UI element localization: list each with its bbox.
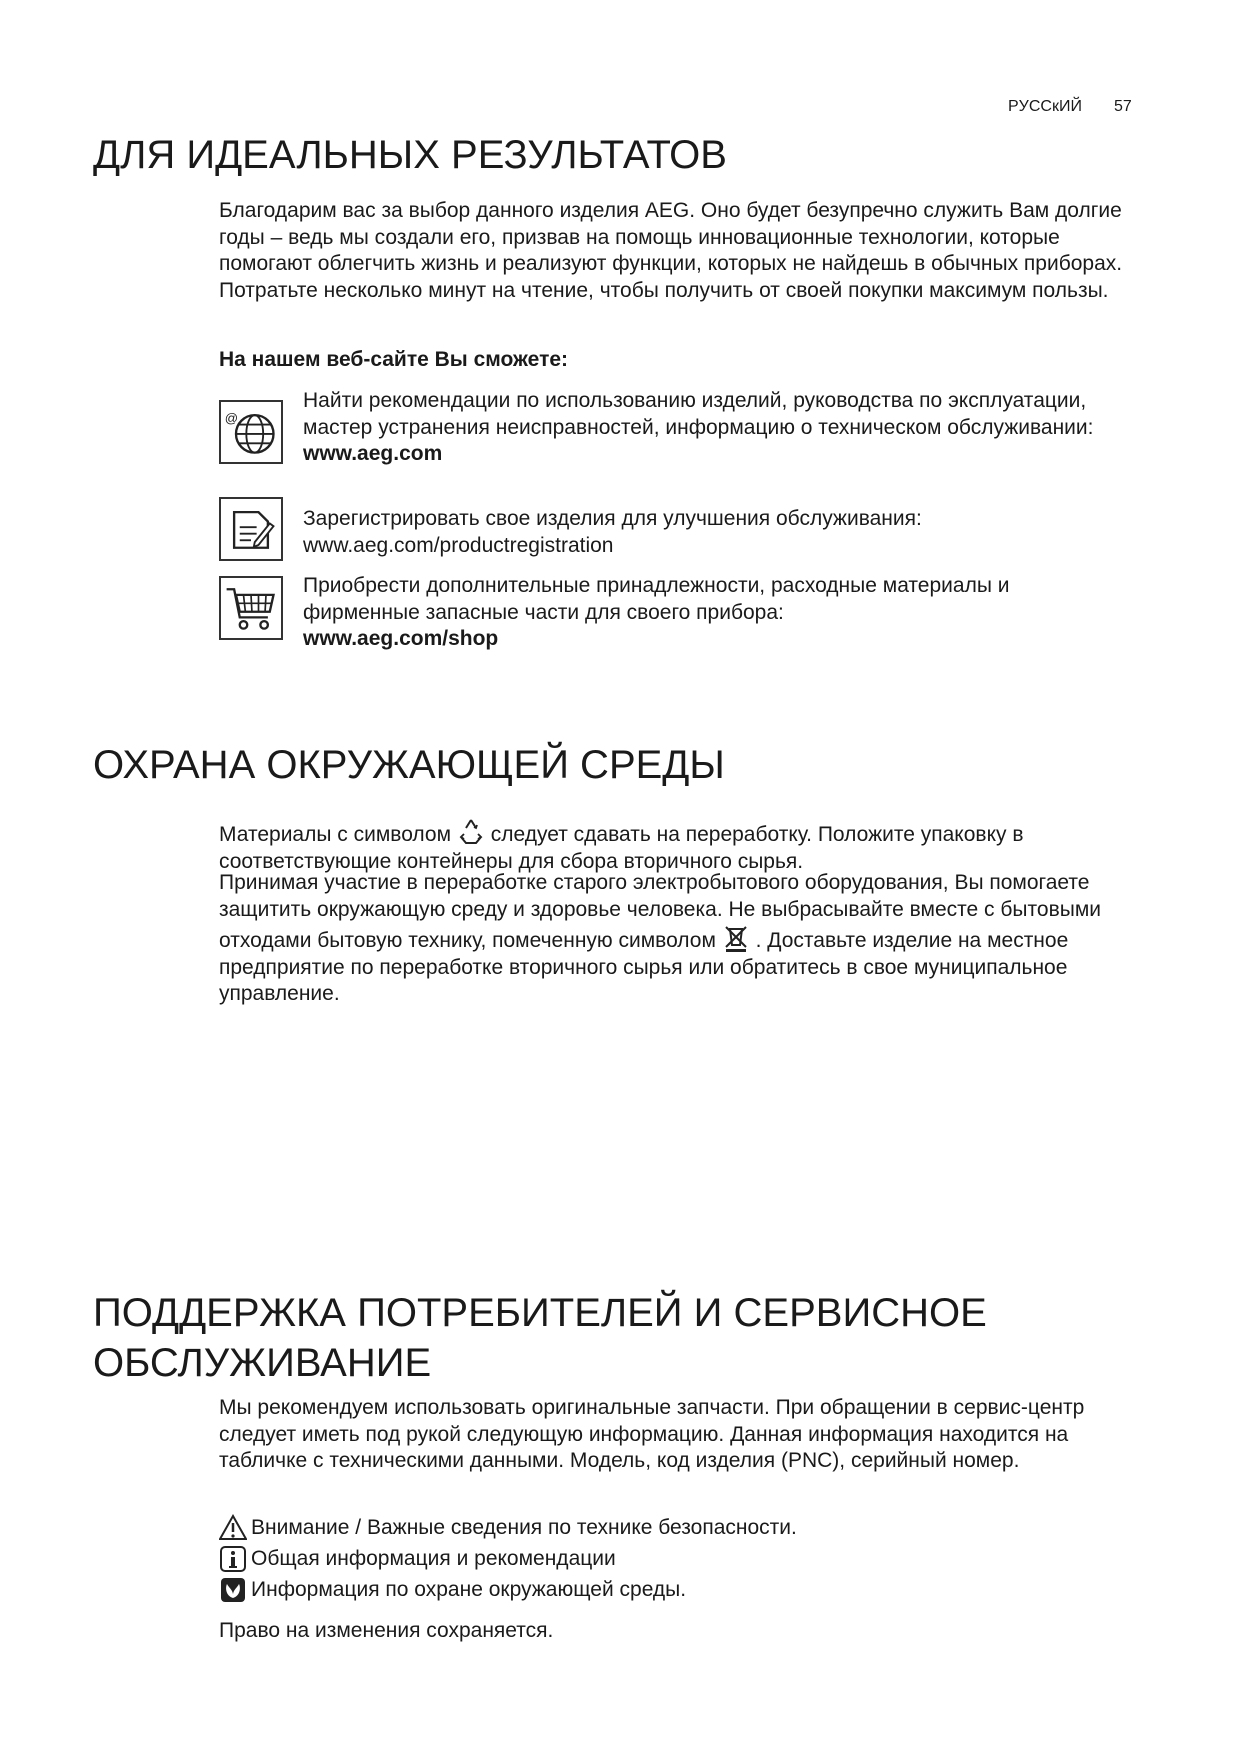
legend-item: Информация по охране окружающей среды. xyxy=(219,1574,797,1605)
intro-paragraph: Благодарим вас за выбор данного изделия AEG. Оно будет безупречно служить Вам долгие годы – ведь мы создали его, призвав на помощь инновационные технологии, которые помогают облегчить жизнь и реализуют функции, которых не найдешь в обычных приборах. Потратьте несколько минут на чтение, чтобы получить от своей покупки максимум пользы. xyxy=(219,199,1123,302)
shopping-cart-icon xyxy=(219,576,283,640)
list-item-text: Зарегистрировать свое изделия для улучшения обслуживания: xyxy=(303,507,922,530)
globe-icon xyxy=(219,400,283,464)
list-item-text: Найти рекомендации по использованию изделий, руководства по эксплуатации, мастер устранения неисправностей, информацию о техническом обслуживании: xyxy=(303,389,1094,439)
list-item-registration xyxy=(303,506,1123,559)
recycle-icon xyxy=(457,817,485,847)
list-item-text: Приобрести дополнительные принадлежности, расходные материалы и фирменные запасные части для своего прибора: xyxy=(303,574,1010,624)
warning-icon xyxy=(219,1514,247,1542)
legend-item: Общая информация и рекомендации xyxy=(219,1543,797,1574)
legend-item: Внимание / Важные сведения по технике безопасности. xyxy=(219,1512,797,1543)
language-label: PУCCкИЙ xyxy=(1008,98,1082,115)
environment-icon xyxy=(219,1576,247,1604)
list-item-support xyxy=(303,388,1123,468)
link-aeg-shop[interactable]: www.aeg.com/shop xyxy=(303,627,499,651)
section-title-environment: ОХРАНА ОКРУЖАЮЩЕЙ СРЕДЫ xyxy=(93,743,725,787)
page-number: 57 xyxy=(1114,98,1132,115)
info-icon xyxy=(219,1545,247,1573)
link-aeg-com[interactable]: www.aeg.com xyxy=(303,442,443,466)
footer-note: Право на изменения сохраняется. xyxy=(219,1619,554,1642)
page-header xyxy=(1008,98,1132,116)
link-product-registration[interactable]: www.aeg.com/productregistration xyxy=(303,533,614,557)
website-heading: На нашем веб-сайте Вы сможете: xyxy=(219,348,569,371)
crossed-bin-icon xyxy=(722,923,750,953)
list-item-shop xyxy=(303,573,1123,653)
registration-icon xyxy=(219,497,283,561)
section-title-customer-service: ПОДДЕРЖКА ПОТРЕБИТЕЛЕЙ И СЕРВИСНОЕ ОБСЛУЖИВАНИЕ xyxy=(93,1291,987,1385)
section-title-best-results: ДЛЯ ИДЕАЛЬНЫХ РЕЗУЛЬТАТОВ xyxy=(93,133,727,177)
weee-paragraph: Принимая участие в переработке старого электробытового оборудования, Вы помогаете защитить окружающую среду и здоровье человека. Не выбрасывайте вместе с бытовыми отходами бытовую технику, помеченную символом . Доставьте изделие на местное предприятие по переработке вторичного сырья или обратитесь в свое муниципальное управление. xyxy=(219,871,1101,1006)
svg-text:@: @ xyxy=(224,410,239,426)
symbols-legend xyxy=(219,1512,797,1605)
service-paragraph: Мы рекомендуем использовать оригинальные запчасти. При обращении в сервис-центр следует иметь под рукой следующую информацию. Данная информация находится на табличке с техническими данными. Модель, код изделия (PNC), серийный номер. xyxy=(219,1396,1085,1473)
recycling-paragraph: Материалы с символом следует сдавать на переработку. Положите упаковку в соответствующие контейнеры для сбора вторичного сырья. xyxy=(219,817,1139,875)
